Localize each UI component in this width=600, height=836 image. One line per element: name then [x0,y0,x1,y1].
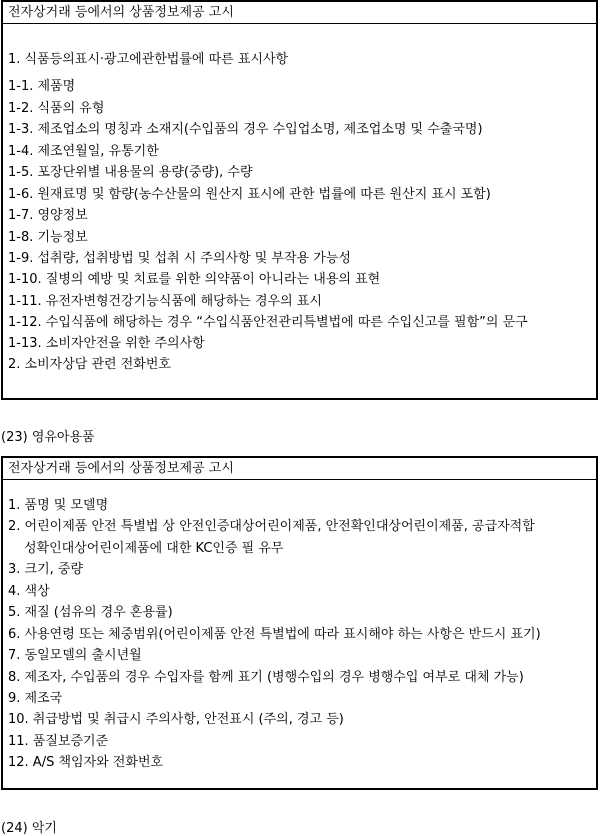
notice-item: 1-4. 제조연월일, 유통기한 [8,144,159,159]
notice-item: 12. A/S 책임자와 전화번호 [8,755,164,770]
notice-item: 1-11. 유전자변형건강기능식품에 해당하는 경우의 표시 [8,294,322,309]
notice-item: 3. 크기, 중량 [8,562,84,577]
notice-item: 1-13. 소비자안전을 위한 주의사항 [8,336,205,351]
notice-box-header: 전자상거래 등에서의 상품정보제공 고시 [3,458,596,480]
notice-item: 1-7. 영양정보 [8,208,88,223]
notice-item: 1. 품명 및 모델명 [8,498,109,513]
notice-item: 1-12. 수입식품에 해당하는 경우 “수입식품안전관리특별법에 따른 수입신고를 필함”의 문구 [8,315,528,330]
notice-item: 2. 어린이제품 안전 특별법 상 안전인증대상어린이제품, 안전확인대상어린이제품, 공급자적합 [8,519,535,534]
notice-item: 2. 소비자상담 관련 전화번호 [8,357,171,372]
notice-item: 5. 재질 (섬유의 경우 혼용률) [8,605,173,620]
notice-item: 1-1. 제품명 [8,79,76,94]
notice-item: 1-9. 섭취량, 섭취방법 및 섭취 시 주의사항 및 부작용 가능성 [8,251,351,266]
section-heading-baby-products: (23) 영유아용품 [1,430,95,445]
notice-item: 1-2. 식품의 유형 [8,101,105,116]
notice-item: 9. 제조국 [8,691,63,706]
notice-item: 6. 사용연령 또는 체중범위(어린이제품 안전 특별법에 따라 표시해야 하는 사항은 반드시 표기) [8,627,541,642]
notice-item: 1. 식품등의표시·광고에관한법률에 따른 표시사항 [8,52,289,67]
notice-item: 성확인대상어린이제품에 대한 KC인증 필 유무 [24,541,284,556]
notice-item: 11. 품질보증기준 [8,734,109,749]
notice-item: 1-8. 기능정보 [8,230,88,245]
notice-item: 4. 색상 [8,584,50,599]
notice-box-header: 전자상거래 등에서의 상품정보제공 고시 [3,2,596,24]
notice-item: 1-5. 포장단위별 내용물의 용량(중량), 수량 [8,165,253,180]
notice-item: 7. 동일모델의 출시년월 [8,648,142,663]
notice-item: 1-6. 원재료명 및 함량(농수산물의 원산지 표시에 관한 법률에 따른 원산지 표시 포함) [8,187,491,202]
notice-item: 1-10. 질병의 예방 및 치료를 위한 의약품이 아니라는 내용의 표현 [8,272,381,287]
notice-item: 1-3. 제조업소의 명칭과 소재지(수입품의 경우 수입업소명, 제조업소명 및 수출국명) [8,122,483,137]
notice-item: 10. 취급방법 및 취급시 주의사항, 안전표시 (주의, 경고 등) [8,712,344,727]
notice-item: 8. 제조자, 수입품의 경우 수입자를 함께 표기 (병행수입의 경우 병행수입 여부로 대체 가능) [8,670,524,685]
section-heading-instruments: (24) 악기 [1,821,57,836]
